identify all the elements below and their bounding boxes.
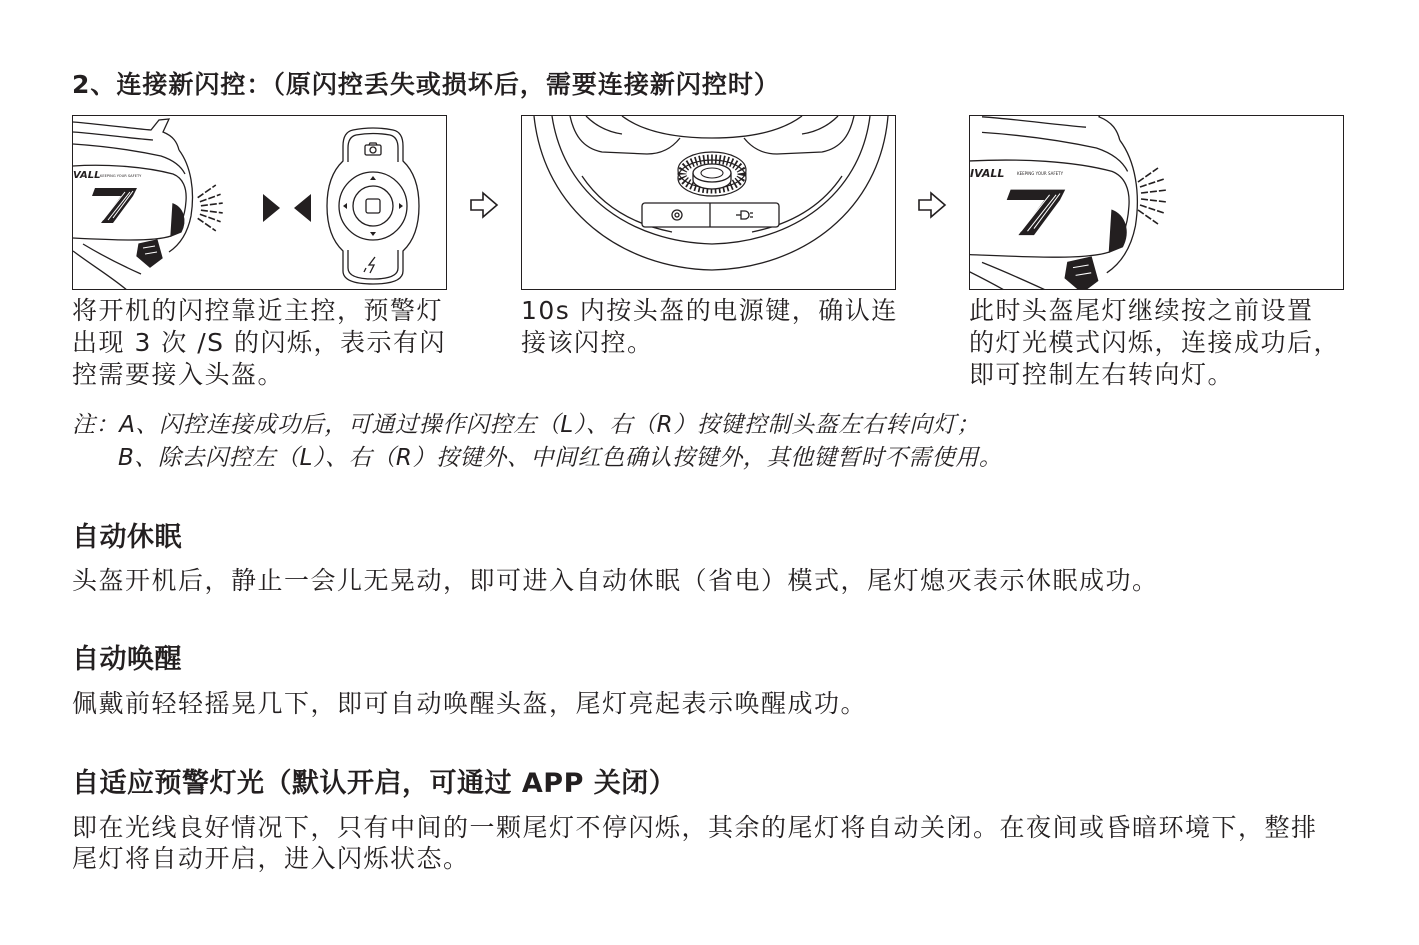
triangle-right-icon (263, 194, 280, 222)
brand-logo-text: IVALL (970, 167, 1005, 180)
lightning-icon (364, 257, 375, 273)
caption-line: 接该闪控。 (521, 328, 654, 357)
caption-line: 此时头盔尾灯继续按之前设置 (969, 296, 1314, 325)
helmet-rear-illustration (73, 119, 193, 289)
blink-lines (198, 185, 223, 231)
note-a: 注：A、闪控连接成功后，可通过操作闪控左（L）、右（R）按键控制头盔左右转向灯； (72, 412, 981, 438)
caption-line: 将开机的闪控靠近主控，预警灯 (72, 296, 444, 325)
step-arrow-icon (917, 191, 947, 219)
step2-illustration (521, 115, 896, 290)
pairing-section-title: 2、连接新闪控：（原闪控丢失或损坏后，需要连接新闪控时） (72, 70, 780, 99)
blink-lines (1138, 168, 1167, 224)
pairing-approach-arrows (263, 194, 311, 222)
brand-logo-text: VALL (73, 170, 101, 181)
brand-tagline: KEEPING YOUR SAFETY (1017, 171, 1064, 176)
step1-illustration (72, 115, 447, 290)
step3-caption (969, 295, 1340, 391)
caption-line: 10s 内按头盔的电源键，确认连 (521, 296, 898, 325)
adaptive-light-text-line: 即在光线良好情况下，只有中间的一颗尾灯不停闪烁，其余的尾灯将自动关闭。在夜间或昏暗环境下，整排 (72, 813, 1318, 842)
auto-wake-text: 佩戴前轻轻摇晃几下，即可自动唤醒头盔，尾灯亮起表示唤醒成功。 (72, 689, 868, 718)
caption-line: 的灯光模式闪烁，连接成功后， (969, 328, 1341, 357)
helmet-rear-illustration (970, 116, 1137, 289)
auto-wake-title: 自动唤醒 (72, 644, 182, 675)
auto-sleep-text: 头盔开机后，静止一会儿无晃动，即可进入自动休眠（省电）模式，尾灯熄灭表示休眠成功。 (72, 566, 1159, 595)
adaptive-light-text-line: 尾灯将自动开启，进入闪烁状态。 (72, 844, 470, 873)
dpad-icon (339, 172, 407, 240)
remote-control-illustration (327, 128, 419, 284)
number-seven-logo (1007, 190, 1065, 236)
helmet-button-panel (642, 203, 779, 227)
step3-illustration (969, 115, 1344, 290)
camera-icon (365, 143, 381, 155)
step-arrow-icon (469, 191, 499, 219)
triangle-left-icon (294, 194, 311, 222)
step1-caption (72, 295, 446, 391)
auto-sleep-title: 自动休眠 (72, 522, 182, 553)
adaptive-light-title: 自适应预警灯光（默认开启，可通过 APP 关闭） (72, 768, 677, 799)
note-b: B、除去闪控左（L）、右（R）按键外、中间红色确认按键外，其他键暂时不需使用。 (118, 445, 1003, 471)
brand-tagline: KEEPING YOUR SAFETY (100, 174, 142, 178)
number-seven-logo (92, 188, 137, 223)
step2-caption (521, 295, 898, 359)
caption-line: 出现 3 次 /S 的闪烁，表示有闪 (72, 328, 446, 357)
caption-line: 控需要接入头盔。 (72, 360, 285, 389)
adjustment-dial (678, 152, 746, 196)
caption-line: 即可控制左右转向灯。 (969, 360, 1235, 389)
